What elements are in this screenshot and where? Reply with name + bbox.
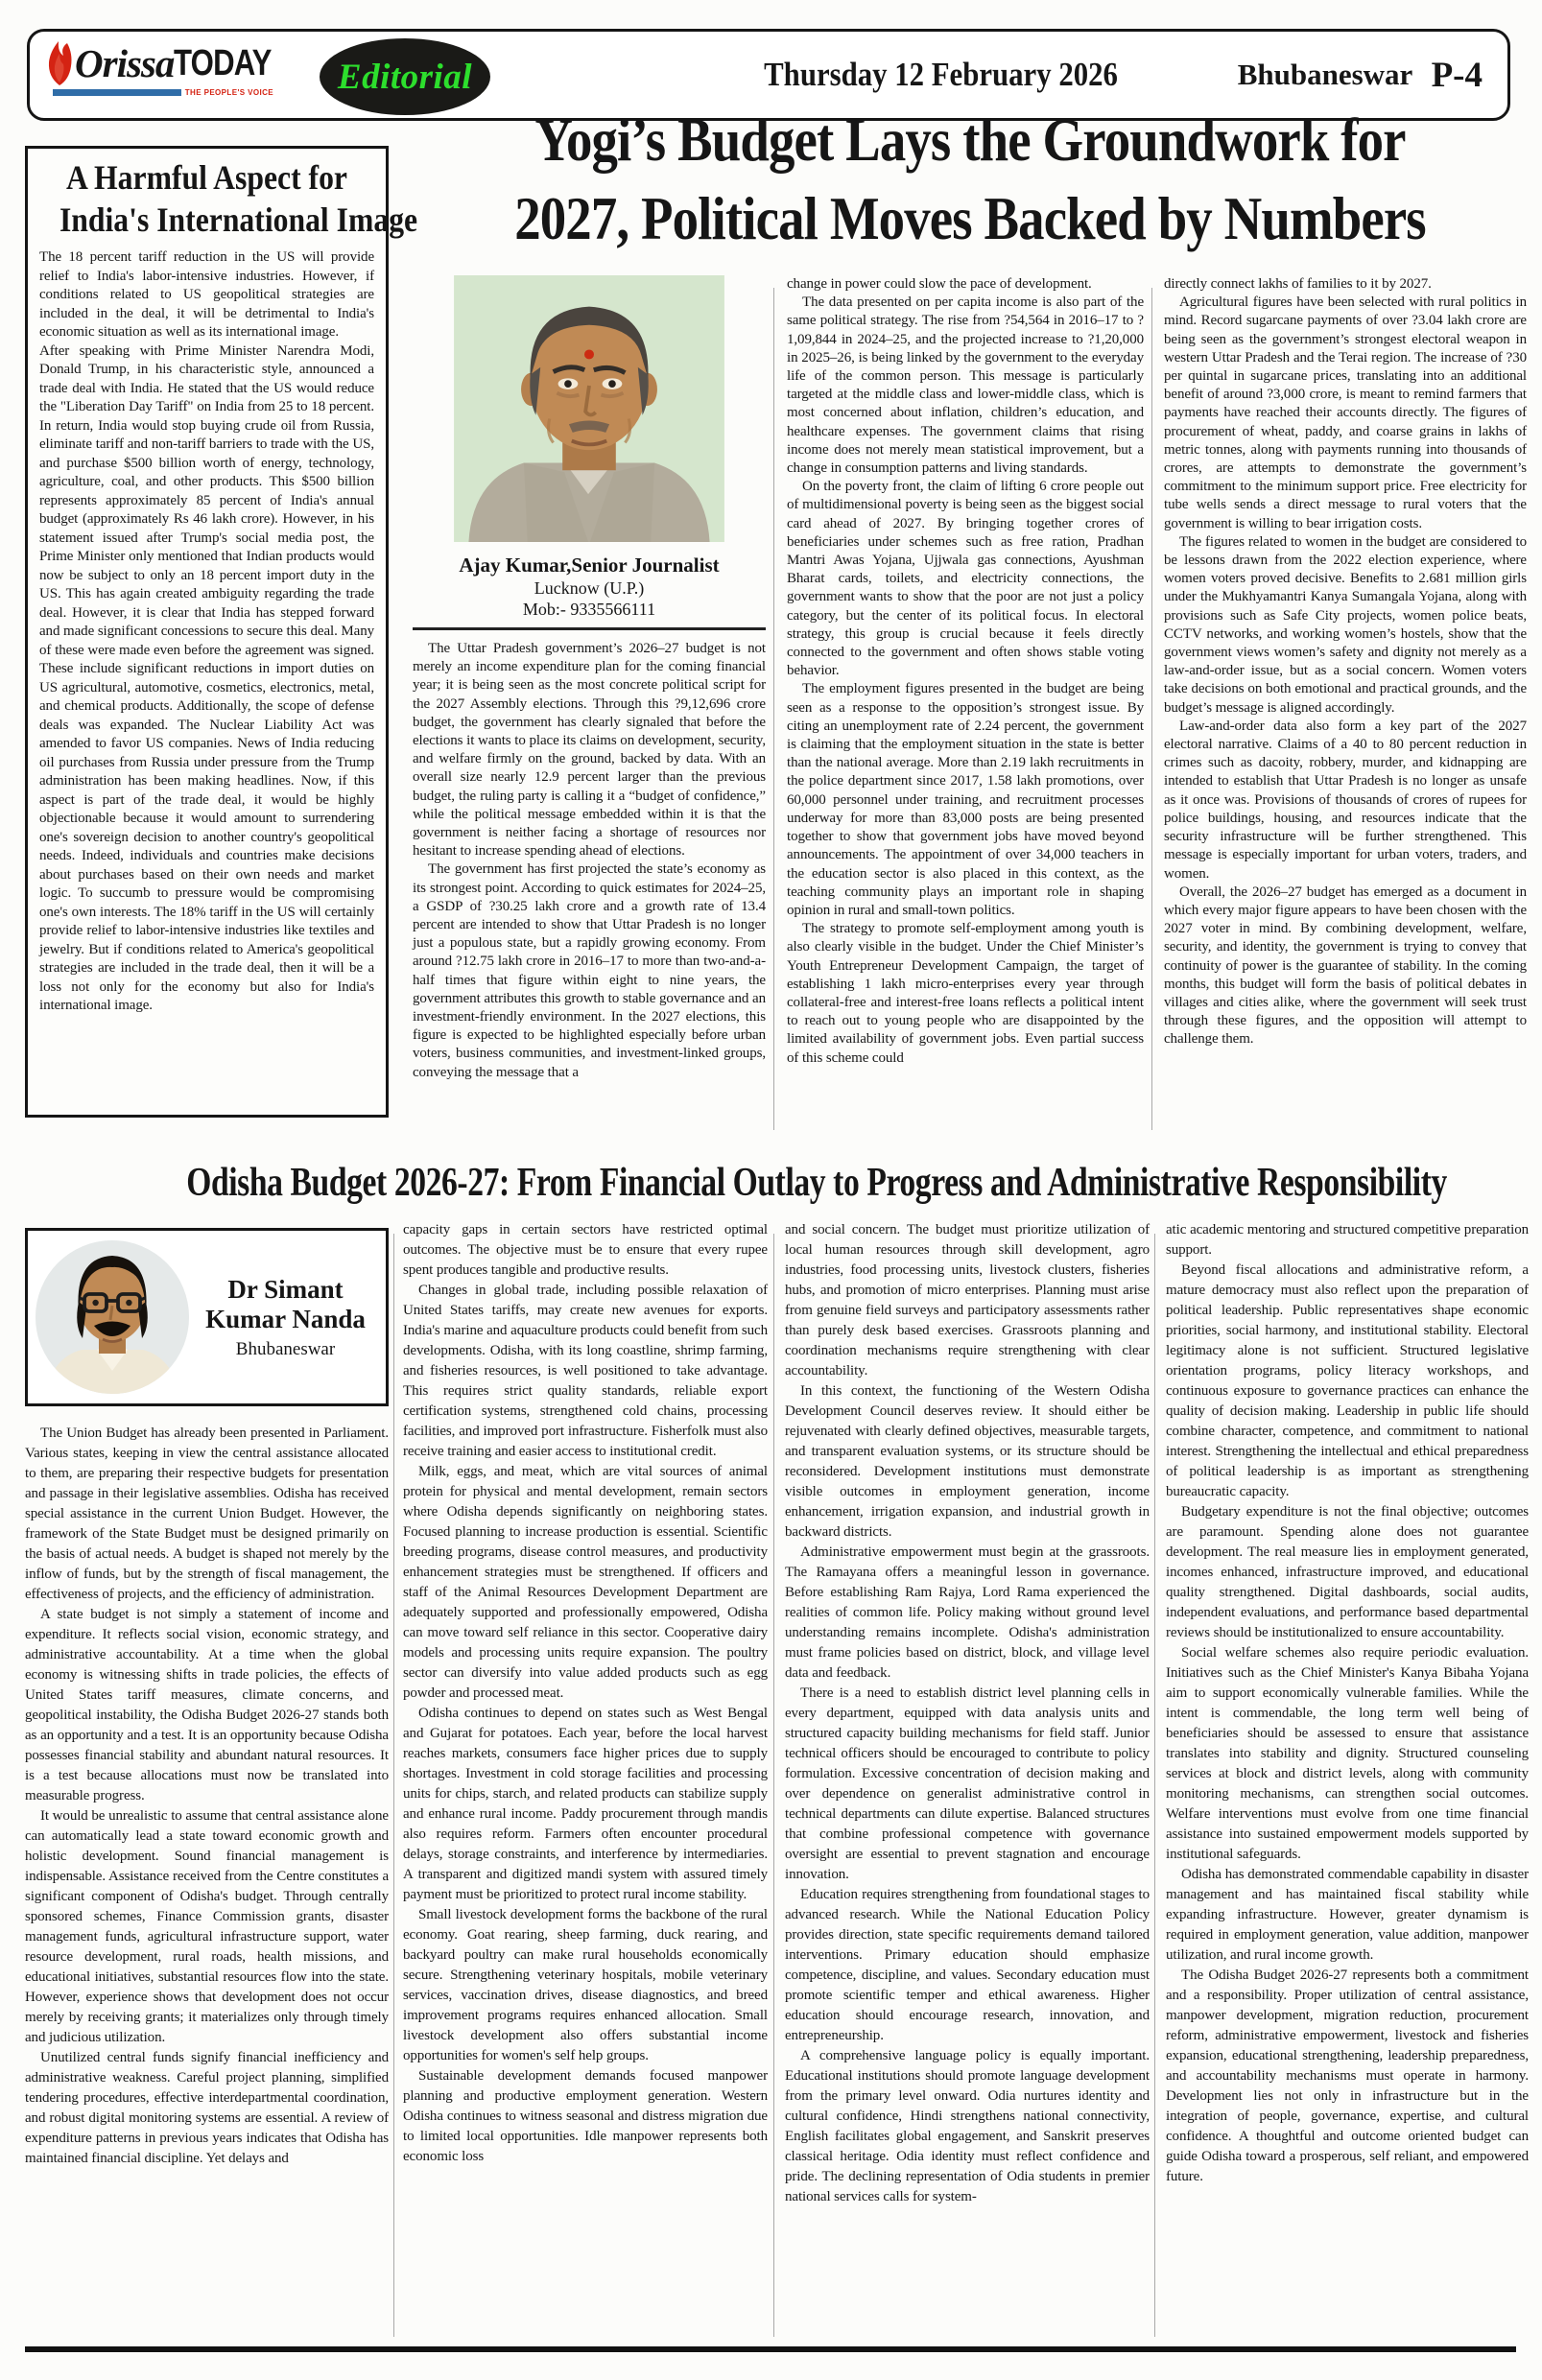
paragraph: In this context, the functioning of the Western Odisha Development Council deserves review. It should either be rejuvenated with clearly defined objectives, measurable targets, and transparent evaluation systems, or its structure should be reconsidered. Development institutions must demonstrate visible outcomes in employment generation, income enhancement, irrigation expansion, and industrial growth in backward districts. [785,1383,1150,1540]
paragraph: The Union Budget has already been presented in Parliament. Various states, keeping in view the central assistance allocated to them, are preparing their respective budgets for presentation and passage in their legislative assemblies. Odisha has received special assistance in the current Union Budget. However, the framework of the State Budget must be designed primarily on the basis of actual needs. A budget is shaped not merely by the inflow of funds, but by the strength of fiscal management, the effectiveness of projects, and the efficiency of administration. [25,1426,389,1602]
paragraph: The data presented on per capita income is also part of the same political strategy. The rise from ?54,564 in 2016–17 to ?1,09,844 in 2024–25, and the projected increase to ?1,20,000 in 2025–26, is being linked by the government to the everyday life of the common person. This message is particularly targeted at the middle class and lower-middle class, which is most concerned about inflation, children’s education, and healthcare expenses. The government claims that rising income does not merely mean statistical improvement, but a change in consumption patterns and living standards. [787,295,1144,477]
paragraph: Law-and-order data also form a key part of the 2027 electoral narrative. Claims of a 40 to 80 percent reduction in crimes such as dacoity, robbery, murder, and kidnapping are intended to establish that Uttar Pradesh is no longer as unsafe as it once was. Provisions of thousands of crores of rupees for police buildings, housing, and resources indicate that the security infrastructure will be further strengthened. This message is especially important for urban voters, traders, and women. [1164,718,1527,882]
column-rule [1151,288,1152,1130]
column-rule [393,1234,394,2337]
article-harmful-title: A Harmful Aspect for India's International Image [59,158,418,239]
editorial-badge-label: Editorial [337,57,473,97]
paragraph: Education requires strengthening from foundational stages to advanced research. While the National Education Policy provides direction, state specific requirements demand tailored interventions. Primary education should emphasize competence, discipline, and values. Secondary education must promote scientific temper and ethical awareness. Higher education should encourage research, innovation, and entrepreneurship. [785,1887,1150,2043]
odisha-author-place: Bhubaneswar [235,1338,336,1359]
main-article-column-2 [787,275,1144,1068]
edition-date: Thursday 12 February 2026 [764,56,1119,93]
brand-name-italic: Orissa [75,41,175,85]
paragraph: Social welfare schemes also require periodic evaluation. Initiatives such as the Chief Minister's Kanya Bibaha Yojana aim to support economically vulnerable families. While the intent is commendable, the long term well being of beneficiaries should be assessed to ensure that assistance translates into stability and dignity. Structured counseling services at block and district levels, along with community monitoring mechanisms, can strengthen social outcomes. Welfare interventions must evolve from one time financial assistance into sustained empowerment models supported by institutional safeguards. [1166,1645,1529,1862]
caption-divider [413,627,766,630]
author-photo-simant-nanda [36,1240,189,1394]
odisha-column-4 [1166,1220,1529,2187]
paragraph: Beyond fiscal allocations and administrative reform, a mature democracy must also reflect upon the preparation of political leadership. Public representatives shape economic priorities, social harmony, and institutional stability. Electoral legitimacy alone is not sufficient. Structured legislative orientation programs, policy literacy workshops, and continuous exposure to governance practices can enhance the quality of decision making. Leadership in public life should combine character, competence, and commitment to national interest. Strengthening the intellectual and ethical preparedness of political leadership is as important as strengthening bureaucratic capacity. [1166,1262,1529,1499]
logo-underline [53,89,181,96]
paragraph: It would be unrealistic to assume that central assistance alone can automatically lead a state toward economic growth and holistic development. Sound financial management is indispensable. Assistance received from the Centre constitutes a significant component of Odisha's budget. Through centrally sponsored schemes, Finance Commission grants, disaster management funds, agricultural infrastructure support, water resource development, rural roads, health missions, and educational initiatives, substantial resources flow into the state. However, experience shows that development does not occur merely by receiving grants; it materializes only through timely and judicious utilization. [25,1808,389,2045]
paragraph: Odisha continues to depend on states such as West Bengal and Gujarat for potatoes. Each year, before the local harvest reaches markets, consumers face higher prices due to supply shortages. Investment in cold storage facilities and processing units for chips, starch, and related products can stabilize supply and enhance rural income. Paddy procurement through mandis also requires reform. Farmers often encounter procedural delays, storage constraints, and interference by intermediaries. A transparent and digitized mandi system with assured timely payment must be prioritized to protect rural income stability. [403,1706,768,1902]
page-bottom-rule [25,2346,1516,2352]
odisha-article-text-1 [25,1424,389,2169]
paragraph: Odisha has demonstrated commendable capability in disaster management and has maintained fiscal stability while expanding infrastructure. However, greater dynamism is required in employment generation, value addition, manpower utilization, and rural income growth. [1166,1867,1529,1963]
paragraph: A state budget is not simply a statement of income and expenditure. It reflects social vision, economic strategy, and administrative accountability. At a time when the global economy is witnessing shifts in trade policies, the effects of United States tariff measures, climate concerns, and geopolitical instability, the Odisha Budget 2026-27 stands both as an opportunity and a test. It is an opportunity because Odisha possesses financial stability and abundant natural resources. It is a test because allocations must now be translated into measurable progress. [25,1607,389,1803]
paragraph: The 18 percent tariff reduction in the US will provide relief to India's labor-intensive industries. However, if conditions related to US geopolitical strategies are included in the deal, it will be detrimental to India's economic situation as well as its international image. [39,249,374,340]
main-article-column-1 [413,275,766,1082]
paragraph: Changes in global trade, including possible relaxation of United States tariffs, may create new avenues for exports. India's marine and aquaculture products could benefit from such developments. Odisha, with its long coastline, shrimp farming, and fisheries resources, is well positioned to take advantage. This requires strict quality standards, reliable export certification systems, strengthened cold chains, processing facilities, and improved port infrastructure. Fisherfolk must also receive training and easier access to institutional credit. [403,1283,768,1459]
paragraph: and social concern. The budget must prioritize utilization of local human resources through skill development, agro industries, food processing units, livestock clusters, fisheries hubs, and promotion of micro enterprises. Planning must arise from genuine field surveys and participatory assessments rather than purely desk based exercises. Grassroots planning and coordination mechanisms require strengthening with clear accountability. [785,1222,1150,1379]
paragraph: Administrative empowerment must begin at the grassroots. The Ramayana offers a meaningful lesson in governance. Before establishing Ram Rajya, Lord Rama experienced the realities of common life. Policy making without ground level understanding remains incomplete. Odisha's administration must frame policies based on district, block, and village level data and feedback. [785,1544,1150,1681]
odisha-article-text-2 [403,1220,768,2167]
main-headline: Yogi’s Budget Lays the Groundwork for 2027, Political Moves Backed by Numbers [514,106,1426,253]
paragraph: After speaking with Prime Minister Narendra Modi, Donald Trump, in his characteristic style, announced a trade deal with India. He stated that the US would reduce the "Liberation Day Tariff" on India from 25 to 18 percent. In return, India would stop buying crude oil from Russia, eliminate tariff and non-tariff barriers to trade with the US, and purchase $500 billion worth of energy, technology, agriculture, coal, and other products. This $500 billion represents approximately 85 percent of India's annual budget (approximately Rs 46 lakh crore). However, in his statement issued after Trump's social media post, the Prime Minister only mentioned that Indian products would now be subject to only an 18 percent import duty in the US. This has again created ambiguity regarding the trade deal. However, it is clear that India has stepped forward and made significant concessions to secure this deal. Many of these were made even before the agreement was signed. These include significant reductions in import duties on US agricultural, automotive, cosmetics, electronics, metal, and chemical products. Additionally, the scope of defense deals was expanded. The Nuclear Liability Act was amended to favor US companies. News of India reducing oil purchases from Russia under pressure from the Trump administration has been making headlines. Now, if this aspect is part of the trade deal, it would be highly objectionable because it would amount to surrendering one's sovereign decision to another country's geopolitical needs. Indeed, individuals and countries make decisions about purchases based on their own needs and market logic. To succumb to pressure would be compromising one's own interests. The 18% tariff in the US will certainly provide relief to labor-intensive industries like textiles and jewelry. But if conditions related to America's geopolitical strategies are included in the trade deal, then it will be a loss not only for the economy but also for India's international image. [39,342,374,1013]
main-article-text-2 [787,275,1144,1068]
paragraph: There is a need to establish district level planning cells in every department, equipped with data analysis units and structured capacity building mechanisms for field staff. Junior technical officers should be encouraged to contribute to policy formulation. Excessive concentration of decision making and over dependence on generalist administrative control in technical departments can dilute expertise. Balanced structures that combine professional competence with governance oversight are essential to prevent stagnation and encourage innovation. [785,1685,1150,1882]
paragraph: Overall, the 2026–27 budget has emerged as a document in which every major figure appears to have been chosen with the 2027 voter in mind. By combining development, welfare, security, and identity, the government is trying to convey that continuity of power is the guarantee of stability. In the coming months, this budget will form the basis of political debates in villages and cities alike, where the government will seek trust through these figures, and the opposition will attempt to challenge them. [1164,884,1527,1048]
newspaper-logo [45,40,299,97]
author-place: Lucknow (U.P.) [534,578,645,598]
main-article-column-3 [1164,275,1527,1049]
main-article-text-3 [1164,275,1527,1049]
logo-tagline: THE PEOPLE'S VOICE [184,88,273,97]
paragraph: The strategy to promote self-employment among youth is also clearly visible in the budget. Under the Chief Minister’s Youth Entrepreneur Development Campaign, the target of establishing 1 lakh micro-enterprises every year through collateral-free and interest-free loans reflects a political intent to reach out to young people who are disappointed by the limited availability of government jobs. Even partial success of this scheme could [787,921,1144,1066]
odisha-author-box [25,1228,389,1406]
paragraph: Agricultural figures have been selected with rural politics in mind. Record sugarcane payments of over ?3.04 lakh crore are being seen as the government’s strongest electoral weapon in western Uttar Pradesh and the Terai region. The increase of ?30 per quintal in sugarcane prices, translating into an additional benefit of around ?3,000 crore, is meant to remind farmers that payments have reached their accounts directly. The figures of procurement of wheat, paddy, and coarse grains in lakhs of metric tonnes, along with payments running into thousands of crores, are attempts to demonstrate the government’s commitment to the minimum support price. Free electricity for tube wells sends a direct message to rural voters that the government is willing to bear irrigation costs. [1164,295,1527,531]
main-article-text-1 [413,640,766,1082]
odisha-author-name: Dr Simant Kumar Nanda [205,1274,366,1333]
paragraph: The figures related to women in the budget are considered to be lessons drawn from the 2022 election experience, where women voters proved decisive. Benefits to 2.681 million girls under the Mukhyamantri Kanya Sumangala Yojana, along with provisions such as Safe City projects, women police beats, CCTV networks, and working women’s hostels, show that the government views women’s safety and dignity not merely as a law-and-order issue, but as a social concern. Women voters take decisions on both emotional and practical grounds, and the budget’s message is aligned accordingly. [1164,533,1527,716]
paragraph: A comprehensive language policy is equally important. Educational institutions should promote language development from the primary level onward. Odia nurtures identity and cultural confidence, Hindi strengthens national connectivity, English facilitates global engagement, and Sanskrit preserves classical heritage. Odia identity must reflect confidence and pride. The declining representation of Odia students in premier national services calls for system- [785,2048,1150,2204]
column-rule [1154,1234,1155,2337]
paragraph: The Uttar Pradesh government’s 2026–27 budget is not merely an income expenditure plan for the coming financial year; it is being seen as the most concrete political script for the 2027 Assembly elections. Through this ?9,12,696 crore budget, the government has clearly signaled that before the elections it wants to place its claims on development, security, and welfare firmly on the ground, backed by data. With an overall size nearly 12.9 percent larger than the previous budget, the ruling party is calling it a “budget of confidence,” while the political message embedded within it is that the government is neither facing a shortage of resources nor hesitant to increase spending ahead of elections. [413,641,766,860]
paragraph: Milk, eggs, and meat, which are vital sources of animal protein for physical and mental development, remain sectors where Odisha depends significantly on neighboring states. Focused planning to increase production is essential. Scientific breeding programs, disease control measures, and productivity enhancement strategies must be strengthened. If officers and staff of the Animal Resources Development Department are adequately supported and professionally empowered, Odisha can move toward self reliance in this sector. Cooperative dairy models and processing units require expansion. The poultry sector can diversify into value added products such as egg powder and processed meat. [403,1464,768,1701]
paragraph: atic academic mentoring and structured competitive preparation support. [1166,1222,1529,1258]
portrait-illustration [454,275,724,542]
brand-name-bold: TODAY [174,43,272,83]
paragraph: Budgetary expenditure is not the final objective; outcomes are paramount. Spending alone does not guarantee development. The real measure lies in employment generated, incomes enhanced, infrastructure improved, and educational quality strengthened. Digital dashboards, social audits, independent evaluations, and performance based departmental reviews should be institutionalized to ensure accountability. [1166,1504,1529,1640]
column-rule [773,1234,774,2337]
flame-icon [45,40,74,86]
odisha-article-text-3 [785,1220,1150,2207]
paragraph: change in power could slow the pace of development. [787,276,1092,292]
author-mobile: Mob:- 9335566111 [522,600,656,619]
odisha-article-text-4 [1166,1220,1529,2187]
edition-city: Bhubaneswar [1237,58,1413,91]
paragraph: The Odisha Budget 2026-27 represents both a commitment and a responsibility. Proper utilization of central assistance, manpower development, migration reduction, procurement reform, administrative empowerment, livestock and fisheries expansion, educational strengthening, leadership preparedness, and accountability mechanisms must operate in harmony. Development lies not only in infrastructure but in the integration of people, governance, expertise, and cultural confidence. A thoughtful and outcome oriented budget can guide Odisha toward a prosperous, self reliant, and empowered future. [1166,1968,1529,2184]
odisha-column-1 [25,1222,389,2169]
odisha-column-2 [403,1220,768,2167]
odisha-column-3 [785,1220,1150,2207]
odisha-headline: Odisha Budget 2026-27: From Financial Outlay to Progress and Administrative Responsibility [186,1160,1447,1205]
paragraph: Small livestock development forms the backbone of the rural economy. Goat rearing, sheep farming, duck rearing, and backyard poultry can make rural households economically secure. Strengthening veterinary hospitals, mobile veterinary services, vaccination drives, disease diagnostics, and breed improvement programs requires enhanced allocation. Small livestock development also offers substantial income opportunities for women's self help groups. [403,1907,768,2063]
paragraph: The government has first projected the state’s economy as its strongest point. According to quick estimates for 2024–25, a GSDP of ?30.25 lakh crore and a growth rate of 13.4 percent are intended to show that Uttar Pradesh is no longer just a populous state, but a rapidly growing economy. From around ?12.75 lakh crore in 2016–17 to more than two-and-a-half times that figure within eight to nine years, the government attributes this growth to stable governance and an investment-friendly environment. In the 2027 elections, this figure is expected to be highlighted especially before urban voters, business communities, and investment-linked groups, conveying the message that a [413,861,766,1080]
column-rule [773,288,774,1130]
paragraph: The employment figures presented in the budget are being seen as a response to the opposition’s strongest issue. By citing an unemployment rate of 2.24 percent, the government is claiming that the employment situation in the state is better than the national average. More than 2.19 lakh recruitments in the police department since 2017, 1.58 lakh promotions, over 60,000 personnel under training, and recruitment processes underway for more than 83,000 posts are being presented together to show that government jobs have moved beyond announcements. The appointment of over 34,000 teachers in the education sector is also placed in this context, as the teaching community plays an important role in shaping opinion in rural and small-town politics. [787,681,1144,918]
paragraph: capacity gaps in certain sectors have restricted optimal outcomes. The objective must be to ensure that every rupee spent produces tangible and productive results. [403,1222,768,1278]
paragraph: Sustainable development demands focused manpower planning and productive employment generation. Western Odisha continues to witness seasonal and distress migration due to limited local opportunities. Idle manpower represents both economic loss [403,2068,768,2164]
article-harmful-body [39,248,374,1016]
paragraph: Unutilized central funds signify financial inefficiency and administrative weakness. Careful project planning, simplified tendering procedures, effective interdepartmental coordination, and robust digital monitoring systems are essential. A review of expenditure patterns in previous years indicates that Odisha has maintained financial discipline. Yet delays and [25,2050,389,2166]
author-name: Ajay Kumar,Senior Journalist [459,554,720,577]
portrait-illustration [36,1240,189,1394]
paragraph: directly connect lakhs of families to it by 2027. [1164,276,1432,292]
article-harmful-aspect [25,146,418,1118]
page-number: P-4 [1431,55,1483,95]
paragraph: On the poverty front, the claim of lifting 6 crore people out of multidimensional poverty is being seen as the biggest social card ahead of 2027. By bringing together crores of beneficiaries under schemes such as free ration, Pradhan Mantri Awas Yojana, Ujjwala gas connections, Ayushman Bharat cards, toilets, and electricity connections, the government wants to show that the poor are not just a policy category, but the center of its political focus. In electoral strategy, this group is crucial because it feels directly connected to the government and often shows stable voting behavior. [787,479,1144,679]
author-photo-ajay-kumar [413,275,766,547]
